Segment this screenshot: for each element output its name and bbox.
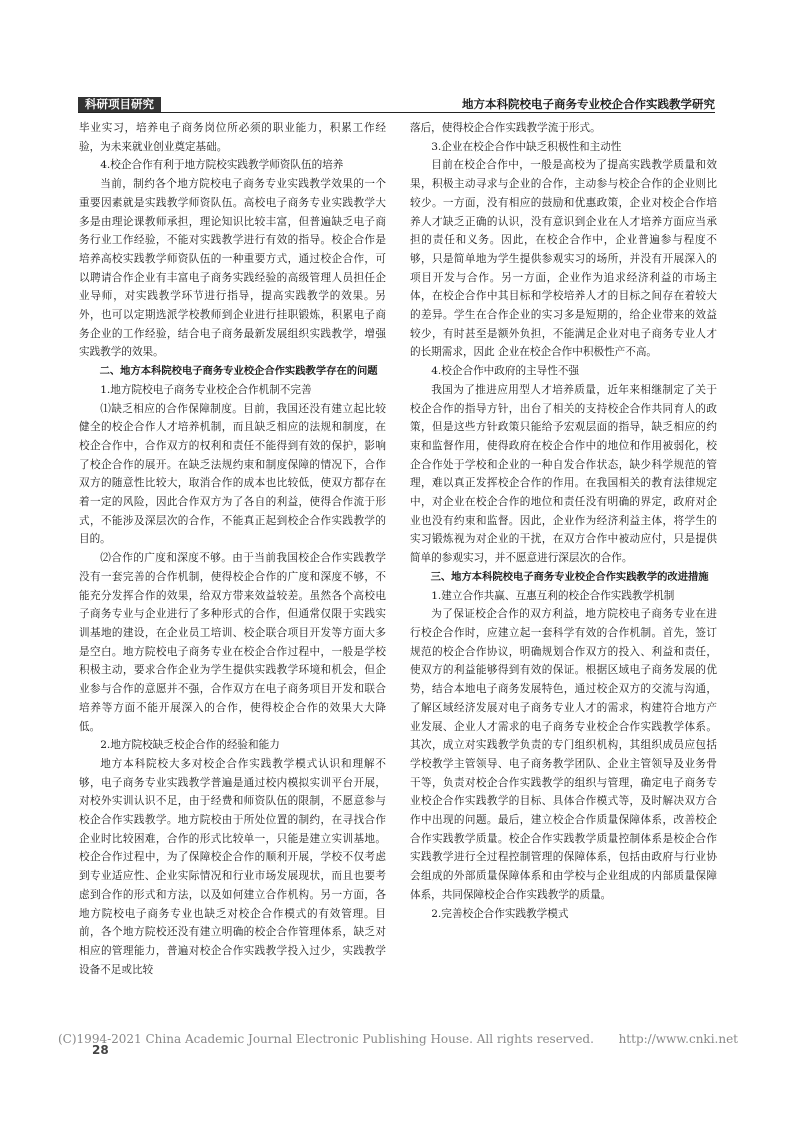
- page-number: 28: [92, 1043, 109, 1057]
- subsection-heading: 4.校企合作有利于地方院校实践教学师资队伍的培养: [100, 159, 344, 172]
- subsection-heading: 2.地方院校缺乏校企合作的经验和能力: [100, 739, 280, 752]
- paragraph: 落后，使得校企合作实践教学流于形式。: [410, 122, 601, 134]
- right-column: [410, 119, 717, 1024]
- footer-url: http://www.cnki.net: [618, 1032, 738, 1046]
- footer: [58, 1032, 738, 1048]
- subsection-heading: 4.校企合作中政府的主导性不强: [431, 365, 580, 378]
- paragraph: 毕业实习，培养电子商务岗位所必须的职业能力，积累工作经验，为未来就业创业奠定基础。: [79, 122, 386, 153]
- subsection-heading: 1.建立合作共赢、互惠互利的校企合作实践教学机制: [431, 589, 675, 602]
- subsection-heading: 2.完善校企合作实践教学模式: [431, 907, 569, 920]
- section-label: 科研项目研究: [78, 97, 161, 112]
- paragraph: ⑴缺乏相应的合作保障制度。目前，我国还没有建立起比较健全的校企合作人才培养机制，而且缺乏相应的法规和制度，在校企合作中，合作双方的权利和责任不能得到有效的保护，影响了校企合作的展开。在缺乏法规约束和制度保障的情况下，合作双方的随意性比较大，取消合作的成本也比较低，使双方都存在着一定的风险，因此合作双方为了各自的利益，使得合作流于形式，不能涉及深层次的合作，不能真正起到校企合作实践教学的目的。: [79, 402, 386, 546]
- paragraph: 我国为了推进应用型人才培养质量，近年来相继制定了关于校企合作的指导方针，出台了相关的支持校企合作共同育人的政策，但是这些方针政策只能给予宏观层面的指导，缺乏相应的约束和监督作用，使得政府在校企合作中的地位和作用被弱化，校企合作处于学校和企业的一种自发合作状态，缺少科学规范的管理，难以真正发挥校企合作的作用。在我国相关的教育法律规定中，对企业在校企合作的地位和责任没有明确的界定，政府对企业也没有约束和监督。因此，企业作为经济利益主体，将学生的实习锻炼视为对企业的干扰，在双方合作中被动应付，只是提供简单的参观实习，并不愿意进行深层次的合作。: [410, 383, 717, 565]
- subsection-heading: 1.地方院校电子商务专业校企合作机制不完善: [100, 383, 312, 396]
- paragraph: ⑵合作的广度和深度不够。由于当前我国校企合作实践教学没有一套完善的合作机制，使得校企合作的广度和深度不够，不能充分发挥合作的效果，给双方带来效益较差。虽然各个高校电子商务专业与企业进行了多种形式的合作，但通常仅限于实践实训基地的建设，在企业员工培训、校企联合项目开发等方面大多是空白。地方院校电子商务专业在校企合作过程中，一般是学校积极主动，要求合作企业为学生提供实践教学环境和机会，但企业参与合作的意愿并不强，合作双方在电子商务项目开发和联合培养等方面不能开展深入的合作，使得校企合作的效果大大降低。: [79, 552, 386, 733]
- running-header: [78, 97, 715, 113]
- paragraph: 目前在校企合作中，一般是高校为了提高实践教学质量和效果，积极主动寻求与企业的合作，主动参与校企合作的企业则比较少。一方面，没有相应的鼓励和优惠政策，企业对校企合作培养人才缺乏正确的认识，没有意识到企业在人才培养方面应当承担的责任和义务。因此，在校企合作中，企业普遍参与程度不够，只是简单地为学生提供参观实习的场所，并没有开展深入的项目开发与合作。另一方面，企业作为追求经济利益的市场主体，在校企合作中其目标和学校培养人才的目标之间存在着较大的差异。学生在合作企业的实习多是短期的，给企业带来的效益较少，有时甚至是额外负担，不能满足企业对电子商务专业人才的长期需求，因此 企业在校企合作中积极性产不高。: [410, 159, 717, 359]
- paragraph: 地方本科院校大多对校企合作实践教学模式认识和理解不够，电子商务专业实践教学普遍是通过校内模拟实训平台开展，对校外实训认识不足，由于经费和师资队伍的限制，不愿意参与校企合作实践教学。地方院校由于所处位置的制约，在寻找合作企业时比较困难，合作的形式比较单一，只能是建立实训基地。校企合作过程中，为了保障校企合作的顺利开展，学校不仅考虑到专业适应性、企业实际情况和行业市场发展现状，而且也要考虑到合作的形式和方法，以及如何建立合作机构。另一方面，各地方院校电子商务专业也缺乏对校企合作模式的有效管理。目前，各个地方院校还没有建立明确的校企合作管理体系，缺乏对相应的管理能力，普遍对校企合作实践教学投入过少，实践教学设备不足或比较: [79, 757, 386, 976]
- section-heading: 三、地方本科院校电子商务专业校企合作实践教学的改进措施: [430, 570, 709, 583]
- subsection-heading: 3.企业在校企合作中缺乏积极性和主动性: [431, 140, 622, 153]
- section-heading: 二、地方本科院校电子商务专业校企合作实践教学存在的问题: [99, 365, 378, 378]
- paragraph: 为了保证校企合作的双方利益，地方院校电子商务专业在进行校企合作时，应建立起一套科学有效的合作机制。首先，签订规范的校企合作协议，明确规划合作双方的投入、利益和责任，使双方的利益能够得到有效的保证。根据区域电子商务发展的优势，结合本地电子商务发展特色，通过校企双方的交流与沟通，了解区域经济发展对电子商务专业人才的需求，构建符合地方产业发展、企业人才需求的电子商务专业校企合作实践教学体系。其次，成立对实践教学负责的专门组织机构，其组织成员应包括学校教学主管领导、电子商务教学团队、企业主管领导及业务骨干等，负责对校企合作实践教学的组织与管理，确定电子商务专业校企合作实践教学的目标、具体合作模式等，及时解决双方合作中出现的问题。最后，建立校企合作质量保障体系，改善校企合作实践教学质量。校企合作实践教学质量控制体系是校企合作实践教学进行全过程控制管理的保障体系，包括由政府与行业协会组成的外部质量保障体系和由学校与企业组成的内部质量保障体系，共同保障校企合作实践教学的质量。: [410, 608, 717, 901]
- copyright-notice: (C)1994-2021 China Academic Journal Electronic Publishing House. All rights reserved.: [58, 1032, 594, 1046]
- article-title: 地方本科院校电子商务专业校企合作实践教学研究: [462, 97, 715, 111]
- paragraph: 当前，制约各个地方院校电子商务专业实践教学效果的一个重要因素就是实践教学师资队伍。高校电子商务专业实践教学大多是由理论课教师承担，理论知识比较丰富，但普遍缺乏电子商务行业工作经验，不能对实践教学进行有效的指导。校企合作是培养高校实践教学师资队伍的一种重要方式，通过校企合作，可以聘请合作企业有丰富电子商务实践经验的高级管理人员担任企业导师，对实践教学环节进行指导，提高实践教学的效果。另外，也可以定期选派学校教师到企业进行挂职锻炼，积累电子商务企业的工作经验，结合电子商务最新发展组织实践教学，增强实践教学的效果。: [79, 178, 386, 359]
- left-column: [79, 119, 386, 1024]
